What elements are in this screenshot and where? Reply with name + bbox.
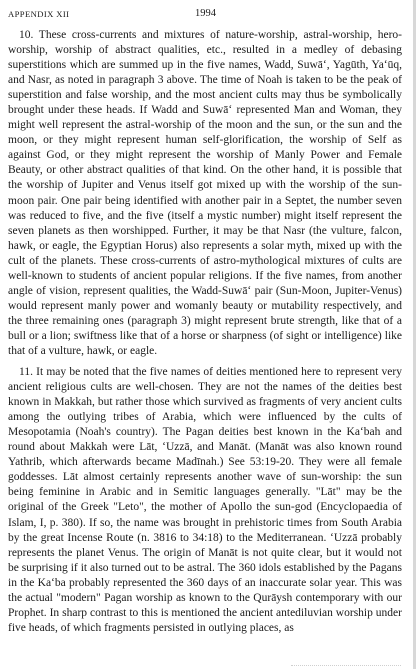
scan-smudge [291, 660, 401, 666]
book-page [8, 0, 412, 669]
paragraph-11: 11. It may be noted that the five names of deities mentioned here to represent very ancient religious cults are well-chosen. They are not the names of the deities best known in Makkah, but rather those which survived as fragments of very ancient cults among the outlying tribes of Arabia, which were influenced by the cults of Mesopotamia (Noah's country). The Pagan deities best known in the Ka‘bah and round about Makkah were Lāt, ‘Uzzā, and Manāt. (Manāt was also known round Yathrib, which afterwards became Madīnah.) See 53:19-20. They were all female goddesses. Lāt almost certainly represents another wave of sun-worship: the sun being feminine in Arabic and in Semitic languages generally. "Lāt" may be the original of the Greek "Leto", the mother of Apollo the sun-god (Encyclopaedia of Islam, I, p. 380). If so, the name was brought in prehistoric times from South Arabia by the great Incense Route (n. 3816 to 34:18) to the Mediterranean. ‘Uzzā probably represents the planet Venus. The origin of Manāt is not quite clear, but it would not be surprising if it also turned out to be astral. The 360 idols established by the Pagans in the Ka‘ba probably represented the 360 days of an inaccurate solar year. This was the actual "modern" Pagan worship as known to the Qurāysh contemporary with our Prophet. In sharp contrast to this is mentioned the ancient antediluvian worship under five heads, of which fragments persisted in outlying places, as [8, 366, 402, 634]
paragraph-10: 10. These cross-currents and mixtures of nature-worship, astral-worship, hero-worship, worship of abstract qualities, etc., resulted in a medley of debasing superstitions which are summed up in the five names, Wadd, Suwā‘, Yagūth, Ya‘ūq, and Nasr, as noted in paragraph 3 above. The time of Noah is taken to be the peak of superstition and false worship, and the most ancient cults may thus be symbolically brought under these heads. If Wadd and Suwā‘ represented Man and Woman, they might well represent the astral-worship of the moon and the sun, or the sun and the moon, or they might represent human self-glorification, the worship of Self as against God, or they might represent the worship of Manly Power and Female Beauty, or other abstract qualities of that kind. On the other hand, it is possible that the worship of Jupiter and Venus itself got mixed up with the worship of the sun-moon pair. One pair being identified with another pair in a Septet, the number seven was reduced to five, and the five (itself a mystic number) might itself represent the seven planets as then worshipped. Further, it may be that Nasr (the vulture, falcon, hawk, or eagle, the Egyptian Horus) also represents a solar myth, mixed up with the cult of the planets. These cross-currents of astro-mythological mixtures of cults are well-known to students of ancient popular religions. If the five names, from another angle of vision, represent qualities, the Wadd-Suwā‘ pair (Sun-Moon, Jupiter-Venus) would represent manly power and womanly beauty or mutability respectively, and the three remaining ones (paragraph 3) might represent brute strength, like that of a bull or a lion; swiftness like that of a horse or sharpness (of sight or intelligence) like that of a vulture, hawk, or eagle. [8, 29, 402, 357]
body-text [8, 28, 402, 636]
page-number: 1994 [195, 8, 216, 19]
section-title: APPENDIX XII [8, 9, 70, 19]
running-header [8, 8, 402, 22]
